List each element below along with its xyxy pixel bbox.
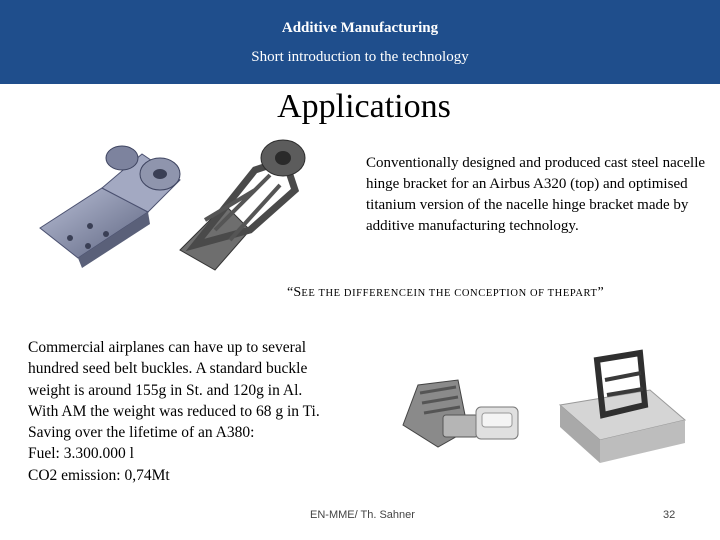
am-buckle-on-plate-image (555, 345, 690, 465)
seat-belt-buckles-image (398, 375, 528, 455)
buckle-description (28, 337, 378, 486)
header-subtitle: Short introduction to the technology (251, 49, 469, 65)
bracket-caption: Conventionally designed and produced cast steel nacelle hinge bracket for an Airbus A320 (top) and optimised titanium version of the nacelle hinge bracket made by additive manufacturing technology. (366, 155, 706, 234)
buckle-line: CO2 emission: 0,74Mt (28, 466, 170, 484)
slide-title: Applications (277, 88, 451, 125)
quote-line (287, 285, 604, 301)
footer-author: EN-MME/ Th. Sahner (310, 509, 415, 521)
slide-header (0, 0, 720, 84)
page-number: 32 (663, 509, 676, 521)
buckle-line: With AM the weight was reduced to 68 g in Ti. (28, 402, 320, 420)
buckle-line: hundred seed belt buckles. A standard buckle (28, 360, 308, 378)
quote-close: ” (597, 285, 604, 300)
buckle-line: Fuel: 3.300.000 l (28, 445, 134, 463)
titanium-bracket-image (175, 130, 320, 275)
buckle-line: weight is around 155g in St. and 120g in Al. (28, 381, 303, 399)
quote-open: “S (287, 285, 302, 300)
header-title: Additive Manufacturing (281, 20, 439, 36)
quote-smallcaps: EE THE DIFFERENCEIN THE CONCEPTION OF THEPART (301, 288, 598, 299)
buckle-line: Commercial airplanes can have up to several (28, 339, 307, 356)
buckle-line: Saving over the lifetime of an A380: (28, 424, 255, 442)
